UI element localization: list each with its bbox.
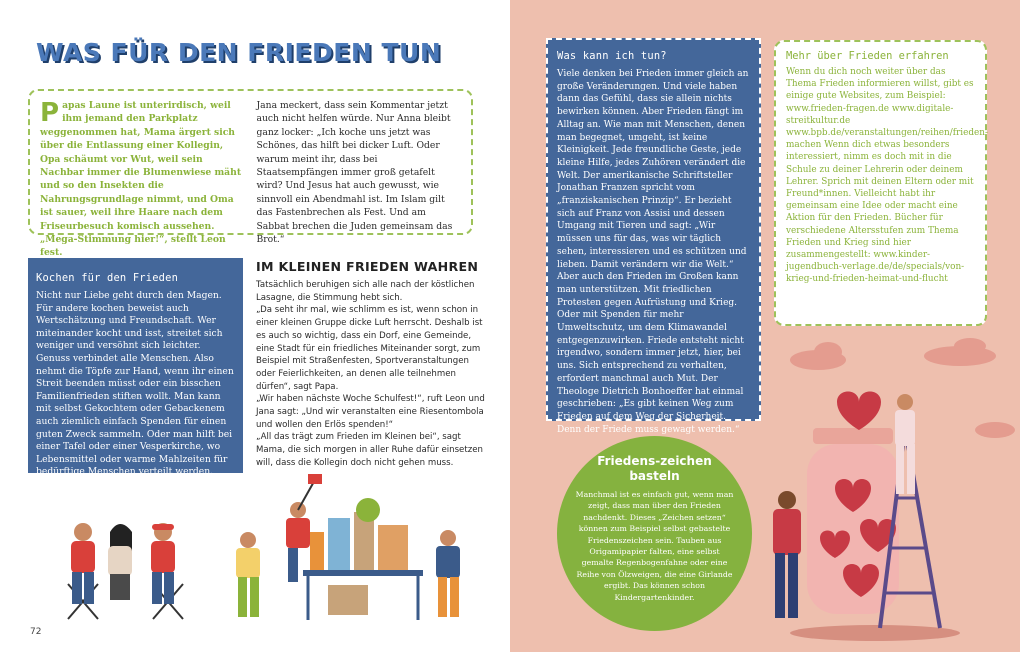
page-title: WAS FÜR DEN FRIEDEN TUN [36, 38, 442, 67]
kleinen-title: IM KLEINEN FRIEDEN WAHREN [256, 259, 479, 274]
dropcap: P [40, 98, 60, 128]
mehr-text: Wenn du dich noch weiter über das Thema Frieden informieren willst, gibt es einige gute Websites, zum Beispiel: www.frieden-fragen.de www.digitale-streitkultur.de www.bpb.de/veranstaltungen/reihen/frieden-machen Wenn dich etwas besonders interessiert, nimm es doch mit in die Schule zu deiner Lehrerin oder deinem Lehrer. Sprich mit deinen Eltern oder mit Freund*innen. Vielleicht habt ihr gemeinsam eine Idee oder macht eine Aktion für den Frieden. Bücher für verschiedene Altersstufen zum Thema Frieden und Krieg sind hier zusammengestellt: www.kinder-jugendbuch-verlage.de/de/specials/von-krieg-und-frieden-heimat-und-flucht [786, 67, 989, 285]
intro-box [28, 89, 473, 259]
kochen-text: Nicht nur Liebe geht durch den Magen. Für andere kochen beweist auch Wertschätzung und Freundschaft. Wer miteinander kocht und isst, streitet sich weniger und versöhnt sich leichter. Genuss verbindet alle Menschen. Also nehmt die Töpfe zur Hand, wenn ihr einen Streit beenden müsst oder ein bisschen Familienfrieden stiften wollt. Man kann mit selbst Gekochtem oder Gebackenem auch ziemlich einfach Spenden für einen guten Zweck sammeln. Oder man hilft bei einer Tafel oder einer Vesperkirche, wo Lebensmittel oder warme Mahlzeiten für bedürftige Menschen verteilt werden. [36, 290, 234, 478]
kleinen-paragraph: Tatsächlich beruhigen sich alle nach der köstlichen Lasagne, die Stimmung hebt sich. [256, 280, 475, 303]
intro-column-1 [40, 98, 245, 259]
heart-jar-illustration [765, 388, 970, 643]
kochen-box [28, 258, 243, 478]
kleinen-paragraph: „Wir haben nächste Woche Schulfest!“, ruft Leon und Jana sagt: „Und wir veranstalten eine Riesentombola und wollen den Erlös spenden!“ [256, 394, 485, 430]
was-kann-heading: Was kann ich tun? [557, 50, 667, 62]
was-kann-ich-tun-box [546, 38, 761, 435]
kleinen-paragraph: „Da seht ihr mal, wie schlimm es ist, wenn schon in einer kleinen Gruppe dicke Luft herrscht. Deshalb ist es auch so wichtig, dass ein Dorf, eine Gemeinde, eine Stadt für ein friedliches Miteinander sorgt, zum Beispiel mit Straßenfesten, Sportveranstaltungen oder Feierlichkeiten, an denen alle teilnehmen dürfen“, sagt Papa. [256, 305, 483, 392]
intro-column-2: Jana meckert, dass sein Kommentar jetzt auch nicht helfen würde. Nur Anna bleibt ganz locker: „Ich koche uns jetzt was Schönes, das hilft bei dicker Luft. Oder warum meint ihr, dass bei Staatsempfängen immer groß getafelt wird? Und Jesus hat auch gewusst, wie sinnvoll ein Abendmahl ist. Im Islam gilt das Fastenbrechen als Fest. Und am Sabbat brechen die Juden gemeinsam das Brot.“ [256, 100, 453, 246]
kochen-heading: Kochen für den Frieden [36, 272, 179, 284]
mehr-ueber-frieden-box [774, 40, 987, 326]
kleinen-text [256, 279, 486, 470]
zeichen-title: Friedens-zeichen basteln [597, 454, 712, 483]
market-stall-illustration [228, 470, 473, 625]
people-sitting-illustration [58, 514, 198, 624]
page-number: 72 [30, 627, 42, 637]
zeichen-text: Manchmal ist es einfach gut, wenn man zeigt, dass man über den Frieden nachdenkt. Dieses „Zeichen setzen“ können zum Beispiel selbst gebastelte Friedenszeichen sein. Tauben aus Origamipapier falten, eine selbst gemalte Regenbogenfahne oder eine Reihe von Ölzweigen, die eine Girlande ergibt. Das können schon Kindergartenkinder. [575, 490, 734, 602]
friedenszeichen-circle [557, 436, 752, 631]
intro-text-1: apas Laune ist unterirdisch, weil ihm jemand den Parkplatz weggenommen hat, Mama ärgert sich über die Entlassung einer Kollegin, Opa schäumt vor Wut, weil sein Nachbar immer die Blumenwiese mäht und so den Insekten die Nahrungsgrundlage nimmt, und Oma ist sauer, weil ihre Haare nach dem Friseurbesuch komisch aussehen. „Mega-Stimmung hier!“, stellt Leon fest. [40, 100, 242, 259]
kleinen-paragraph: „All das trägt zum Frieden im Kleinen bei“, sagt Mama, die sich morgen in aller Ruhe dafür einsetzen will, dass die Kollegin doch nicht gehen muss. [256, 432, 483, 468]
was-kann-text: Viele denken bei Frieden immer gleich an große Veränderungen. Und viele haben dann das Gefühl, dass sie allein nichts bewirken können. Aber Frieden fängt im Alltag an. Wie man mit Menschen, denen man begegnet, umgeht, ist keine Kleinigkeit. Jede freundliche Geste, jede kleine Hilfe, jedes Zuhören verändert die Welt. Der amerikanische Schriftsteller Jonathan Franzen spricht vom „franziskanischen Prinzip“. Er bezieht sich auf Franz von Assisi und dessen Umgang mit Tieren und sagt: „Wir müssen uns für das, was wir täglich sehen, interessieren und es schützen und lieben. Damit verändern wir die Welt.“ Aber auch den Frieden im Großen kann man unterstützen. Mit friedlichen Protesten gegen Aufrüstung und Krieg. Oder mit Spenden für mehr Umweltschutz, um dem Klimawandel entgegenzuwirken. Friede entsteht nicht irgendwo, sondern immer jetzt, hier, bei uns. Sich entsprechend zu verhalten, erfordert manchmal auch Mut. Der Theologe Dietrich Bonhoeffer hat einmal geschrieben: „Es gibt keinen Weg zum Frieden auf dem Weg der Sicherheit. Denn der Friede muss gewagt werden.“ [557, 69, 749, 435]
mehr-heading: Mehr über Frieden erfahren [786, 50, 949, 62]
